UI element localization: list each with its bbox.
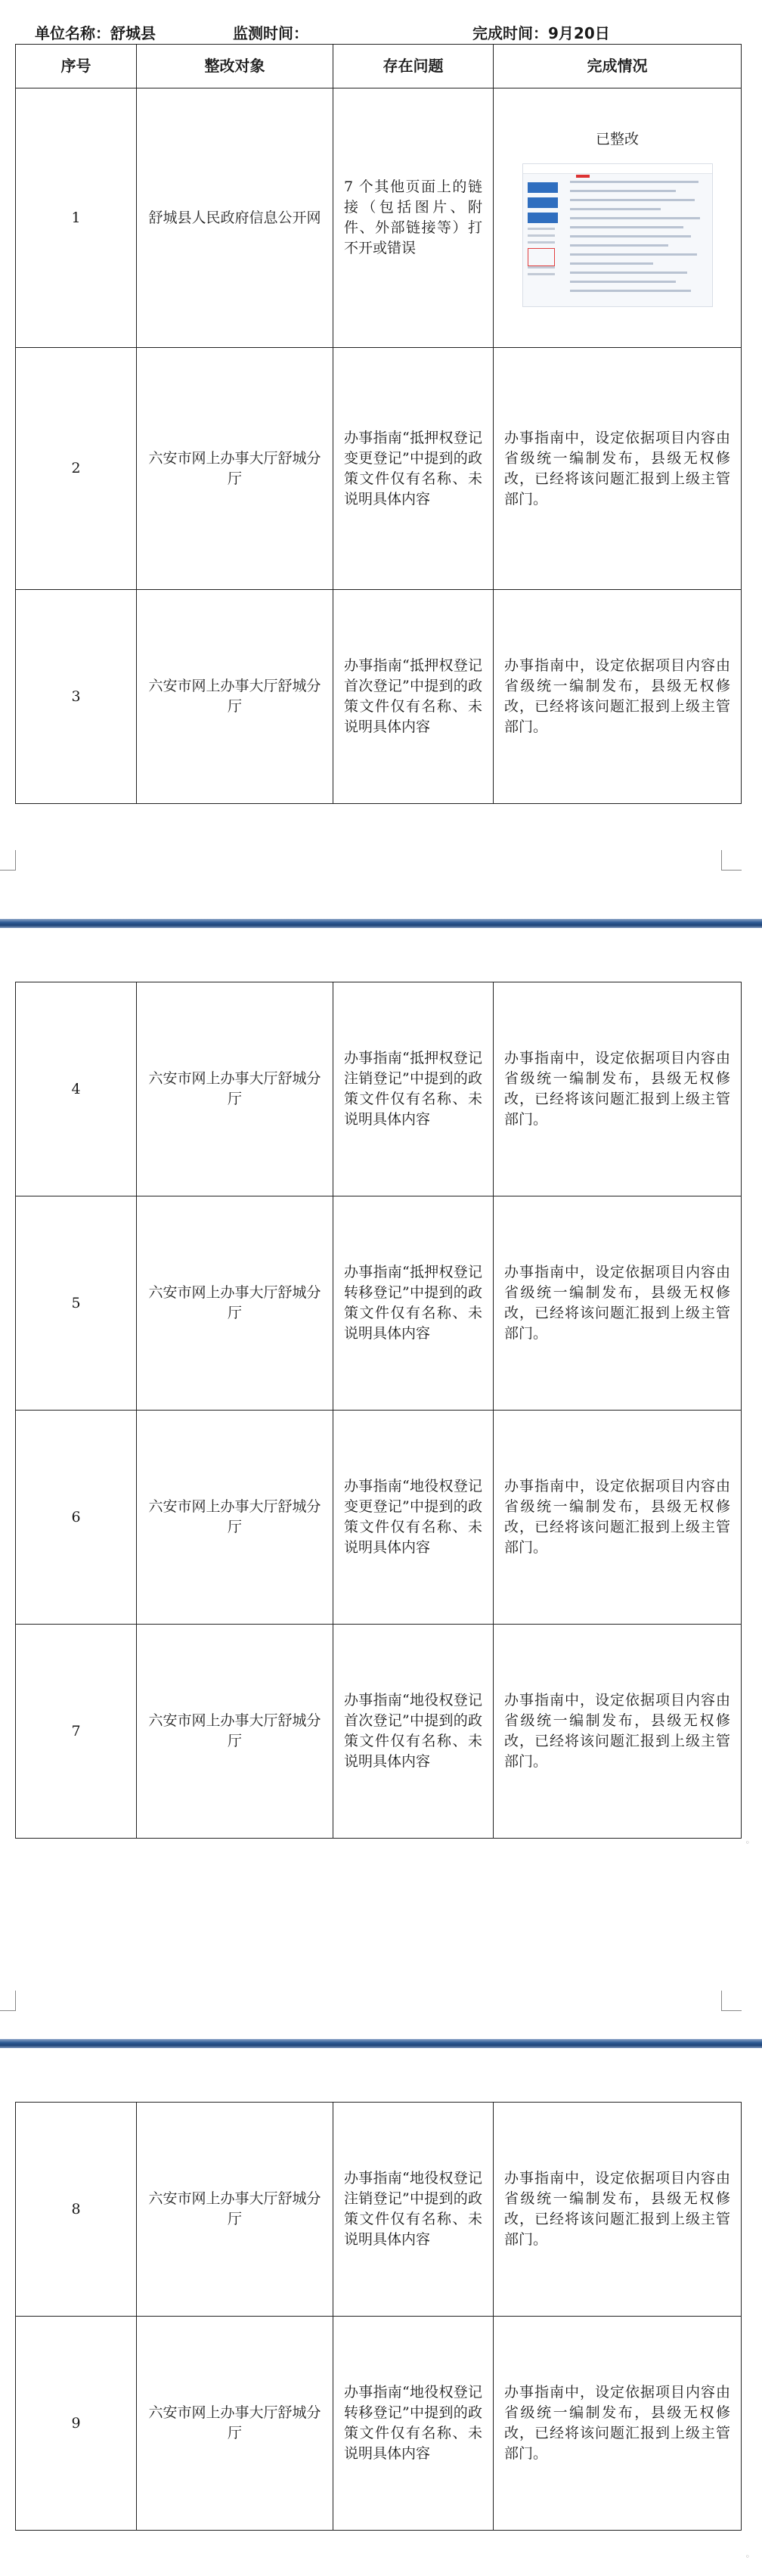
unit-name-label: 单位名称：舒城县 bbox=[35, 24, 156, 42]
rectification-table-page-3 bbox=[15, 2102, 742, 2531]
row-issue: 办事指南“抵押权登记转移登记”中提到的政策文件仅有名称、未说明具体内容 bbox=[333, 1196, 494, 1411]
column-header: 整改对象 bbox=[137, 45, 333, 88]
row-result: 办事指南中，设定依据项目内容由省级统一编制发布，县级无权修改，已经将该问题汇报到上级主管部门。 bbox=[494, 982, 742, 1196]
row-result: 办事指南中，设定依据项目内容由省级统一编制发布，县级无权修改，已经将该问题汇报到上级主管部门。 bbox=[494, 2103, 742, 2317]
result-with-screenshot bbox=[504, 122, 730, 315]
table-header-row bbox=[16, 45, 742, 88]
table-row bbox=[16, 1625, 742, 1839]
crop-mark bbox=[721, 850, 742, 871]
row-issue: 7 个其他页面上的链接（包括图片、附件、外部链接等）打不开或错误 bbox=[333, 88, 494, 348]
column-header: 完成情况 bbox=[494, 45, 742, 88]
table-row bbox=[16, 88, 742, 348]
row-number: 7 bbox=[16, 1625, 137, 1839]
row-target: 舒城县人民政府信息公开网 bbox=[137, 88, 333, 348]
website-screenshot-image bbox=[522, 163, 713, 307]
row-number: 3 bbox=[16, 590, 137, 804]
row-number: 4 bbox=[16, 982, 137, 1196]
row-issue: 办事指南“抵押权登记注销登记”中提到的政策文件仅有名称、未说明具体内容 bbox=[333, 982, 494, 1196]
row-number: 6 bbox=[16, 1411, 137, 1625]
page-separator bbox=[0, 2039, 762, 2048]
row-result: 办事指南中，设定依据项目内容由省级统一编制发布，县级无权修改，已经将该问题汇报到上级主管部门。 bbox=[494, 348, 742, 590]
table-row bbox=[16, 1196, 742, 1411]
table-row bbox=[16, 2317, 742, 2531]
row-number: 9 bbox=[16, 2317, 137, 2531]
row-issue: 办事指南“抵押权登记首次登记”中提到的政策文件仅有名称、未说明具体内容 bbox=[333, 590, 494, 804]
row-target: 六安市网上办事大厅舒城分厅 bbox=[137, 2103, 333, 2317]
result-status: 已整改 bbox=[595, 130, 639, 147]
row-issue: 办事指南“地役权登记变更登记”中提到的政策文件仅有名称、未说明具体内容 bbox=[333, 1411, 494, 1625]
row-number: 2 bbox=[16, 348, 137, 590]
page-end-mark: ◦ bbox=[745, 2552, 750, 2562]
table-row bbox=[16, 348, 742, 590]
document-header bbox=[0, 21, 762, 44]
row-result: 办事指南中，设定依据项目内容由省级统一编制发布，县级无权修改，已经将该问题汇报到上级主管部门。 bbox=[494, 2317, 742, 2531]
page-end-mark: ◦ bbox=[745, 1838, 750, 1848]
page-separator bbox=[0, 919, 762, 928]
row-target: 六安市网上办事大厅舒城分厅 bbox=[137, 348, 333, 590]
row-target: 六安市网上办事大厅舒城分厅 bbox=[137, 982, 333, 1196]
row-number: 8 bbox=[16, 2103, 137, 2317]
row-issue: 办事指南“地役权登记首次登记”中提到的政策文件仅有名称、未说明具体内容 bbox=[333, 1625, 494, 1839]
row-target: 六安市网上办事大厅舒城分厅 bbox=[137, 2317, 333, 2531]
row-result: 办事指南中，设定依据项目内容由省级统一编制发布，县级无权修改，已经将该问题汇报到上级主管部门。 bbox=[494, 1625, 742, 1839]
row-target: 六安市网上办事大厅舒城分厅 bbox=[137, 1625, 333, 1839]
row-number: 5 bbox=[16, 1196, 137, 1411]
crop-mark bbox=[721, 1991, 742, 2011]
rectification-table-page-1 bbox=[15, 44, 742, 804]
row-target: 六安市网上办事大厅舒城分厅 bbox=[137, 1196, 333, 1411]
row-result: 办事指南中，设定依据项目内容由省级统一编制发布，县级无权修改，已经将该问题汇报到上级主管部门。 bbox=[494, 1411, 742, 1625]
row-result: 办事指南中，设定依据项目内容由省级统一编制发布，县级无权修改，已经将该问题汇报到上级主管部门。 bbox=[494, 1196, 742, 1411]
column-header: 存在问题 bbox=[333, 45, 494, 88]
row-number: 1 bbox=[16, 88, 137, 348]
table-row bbox=[16, 982, 742, 1196]
table-row bbox=[16, 1411, 742, 1625]
row-result: 办事指南中，设定依据项目内容由省级统一编制发布，县级无权修改，已经将该问题汇报到上级主管部门。 bbox=[494, 590, 742, 804]
completion-time-label: 完成时间：9月20日 bbox=[472, 24, 610, 42]
table-row bbox=[16, 2103, 742, 2317]
rectification-table-page-2 bbox=[15, 982, 742, 1839]
crop-mark bbox=[0, 850, 16, 871]
column-header: 序号 bbox=[16, 45, 137, 88]
monitor-time-label: 监测时间： bbox=[233, 24, 308, 42]
row-target: 六安市网上办事大厅舒城分厅 bbox=[137, 1411, 333, 1625]
table-row bbox=[16, 590, 742, 804]
row-issue: 办事指南“地役权登记转移登记”中提到的政策文件仅有名称、未说明具体内容 bbox=[333, 2317, 494, 2531]
row-issue: 办事指南“抵押权登记变更登记”中提到的政策文件仅有名称、未说明具体内容 bbox=[333, 348, 494, 590]
row-target: 六安市网上办事大厅舒城分厅 bbox=[137, 590, 333, 804]
row-issue: 办事指南“地役权登记注销登记”中提到的政策文件仅有名称、未说明具体内容 bbox=[333, 2103, 494, 2317]
crop-mark bbox=[0, 1991, 16, 2011]
row-result bbox=[494, 88, 742, 348]
